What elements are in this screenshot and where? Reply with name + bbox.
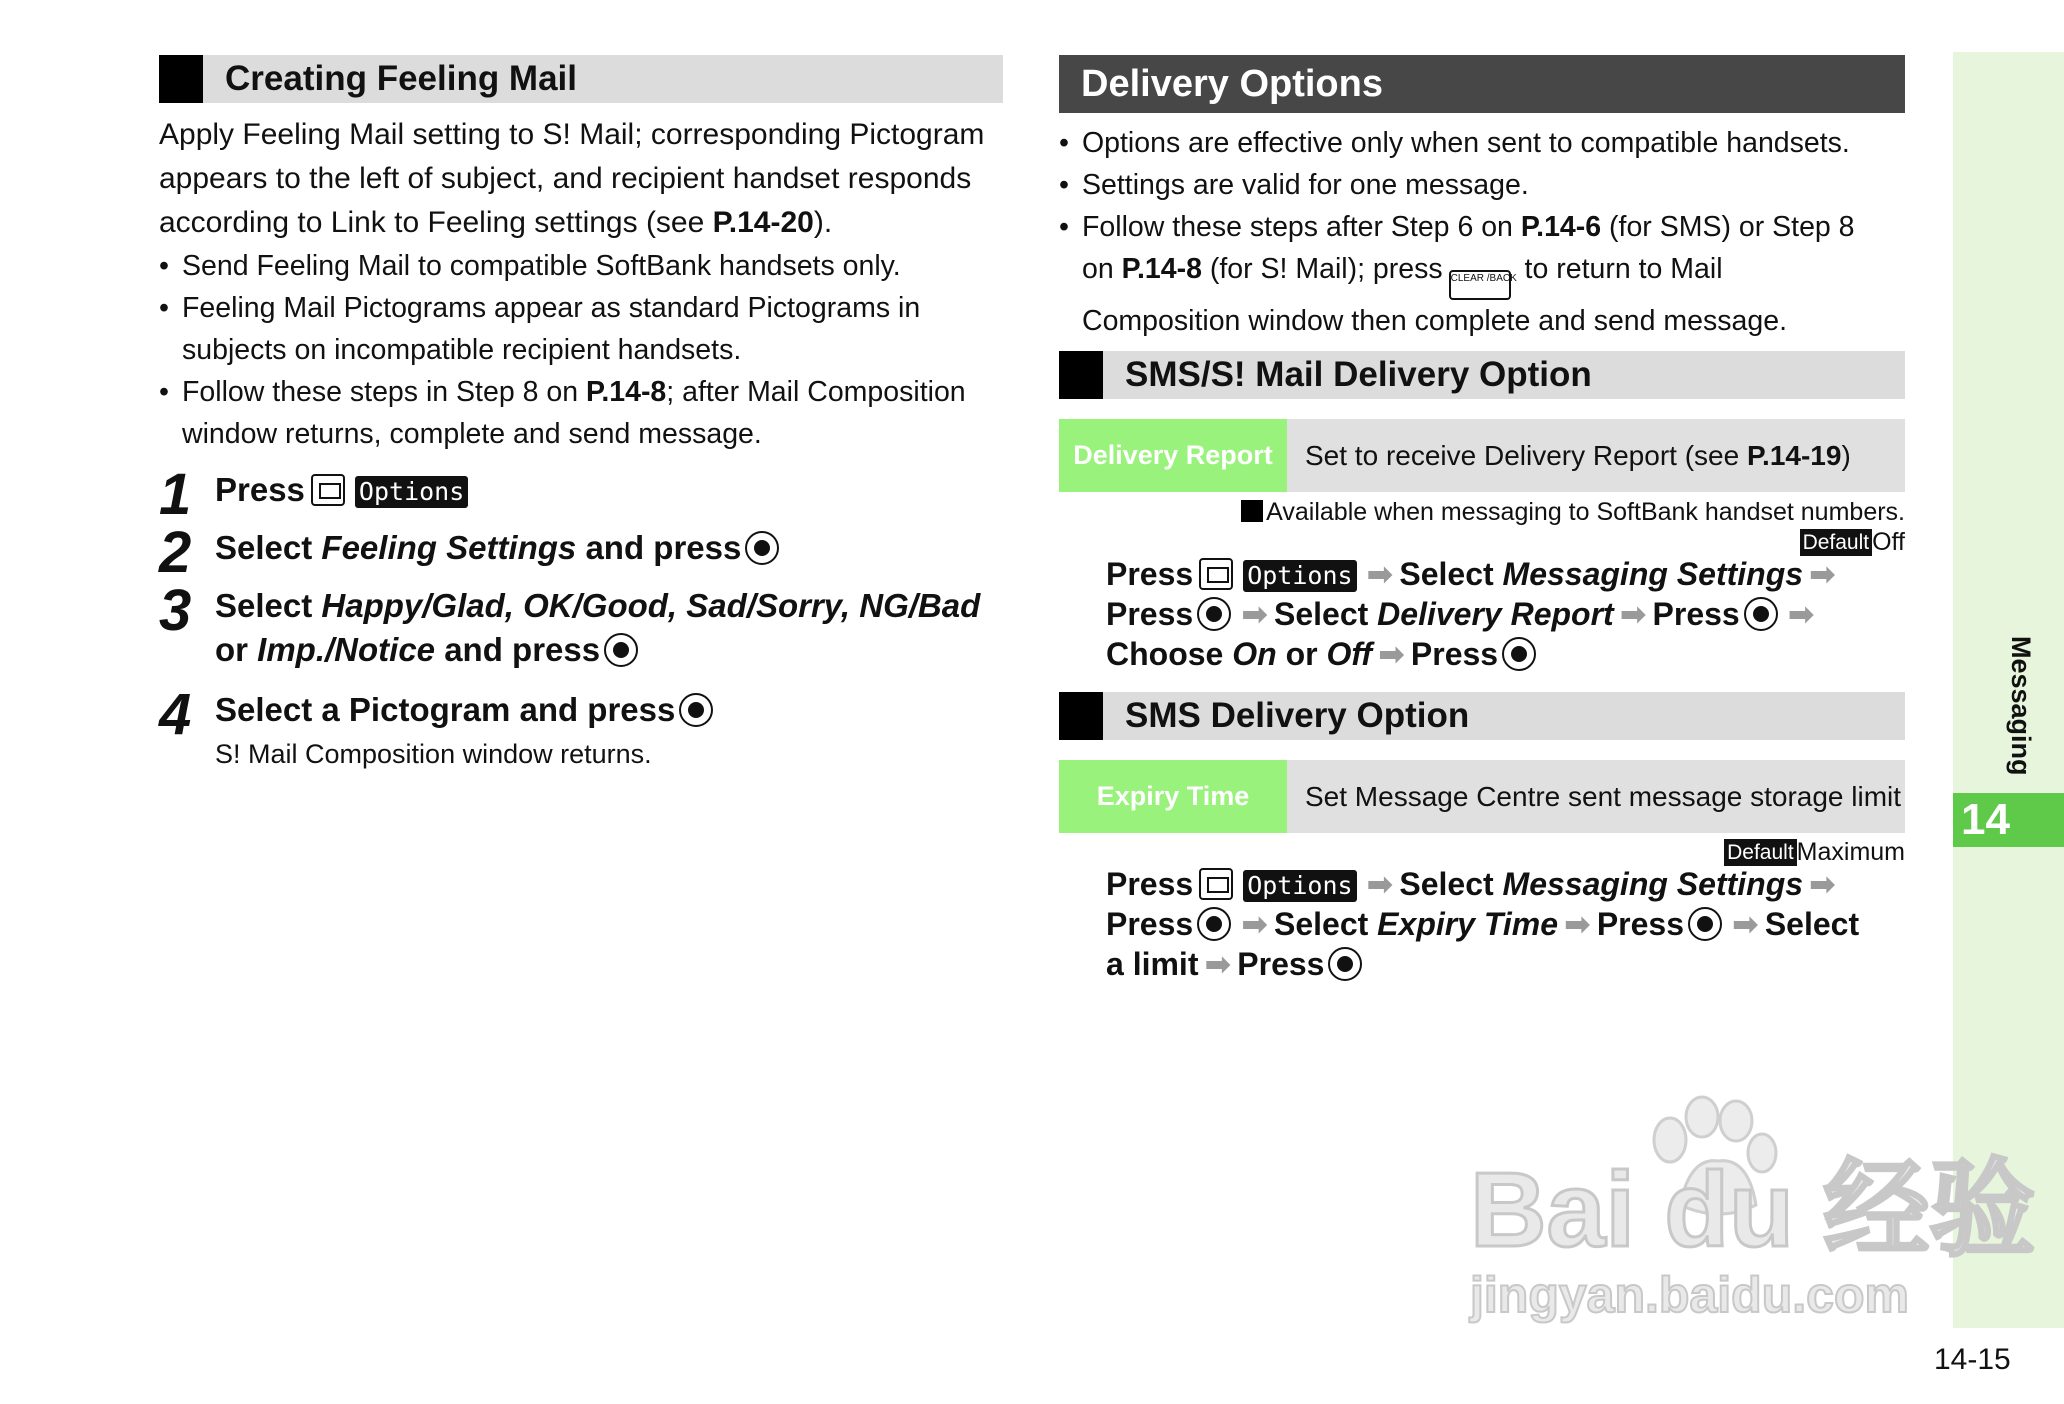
center-key-icon (1688, 907, 1722, 941)
instruction-line: Choose On or Off ➡ Press (1106, 634, 1540, 674)
bullet-dot: • (159, 376, 169, 408)
arrow-icon: ➡ (1787, 596, 1815, 632)
clear-back-key-icon: CLEAR /BACK (1449, 270, 1511, 300)
menu-item-names: Happy/Glad, OK/Good, Sad/Sorry, NG/Bad (321, 587, 981, 624)
page-reference-link[interactable]: P.14-8 (585, 376, 667, 408)
intro-text: ). (813, 206, 833, 239)
instruction-line: a limit ➡ Press (1106, 944, 1366, 984)
bullet-text: on P.14-8 (for S! Mail); press CLEAR /BACK to return to Mail (1059, 248, 1855, 300)
option-row-expiry-time (1059, 760, 1905, 833)
chapter-number: 14 (1953, 793, 2064, 847)
menu-item-name: Imp./Notice (257, 631, 436, 668)
section-title: Delivery Options (1081, 63, 1383, 105)
instruction-line: Press Options ➡ Select Messaging Settings ➡ (1106, 556, 1836, 592)
step-number: 1 (159, 462, 192, 527)
instruction-line: Press Options ➡ Select Messaging Settings ➡ (1106, 866, 1836, 902)
arrow-icon: ➡ (1809, 556, 1836, 592)
default-badge: Default (1800, 529, 1873, 556)
step-text: Select Happy/Glad, OK/Good, Sad/Sorry, NG/Bad (215, 587, 981, 624)
section-title: SMS Delivery Option (1125, 696, 1470, 735)
default-value-text: Maximum (1796, 838, 1905, 866)
bullet-item (159, 287, 920, 371)
center-key-icon (604, 633, 638, 667)
bullet-text: Follow these steps in Step 8 on P.14-8; after Mail Composition (182, 376, 966, 408)
mail-key-icon (311, 474, 345, 506)
arrow-icon: ➡ (1366, 866, 1394, 902)
bullet-item (1059, 164, 1529, 206)
menu-item-name: Feeling Settings (321, 529, 577, 566)
menu-item-name: Messaging Settings (1502, 556, 1804, 592)
bullet-text: Follow these steps after Step 6 on P.14-6 (for SMS) or Step 8 (1082, 211, 1855, 243)
page-reference-link[interactable]: P.14-20 (712, 206, 814, 239)
instruction-line: Press ➡ Select Expiry Time ➡ Press ➡ Select (1106, 906, 1860, 942)
step-number: 4 (159, 682, 192, 747)
step-text: Press Options (215, 468, 472, 512)
option-description: Set Message Centre sent message storage limit (1305, 781, 1902, 812)
center-key-icon (1197, 907, 1231, 941)
default-badge: Default (1724, 839, 1797, 866)
section-header-sms-smail-delivery-option (1059, 351, 1905, 399)
section-header-sms-delivery-option (1059, 692, 1905, 740)
center-key-icon (679, 693, 713, 727)
center-key-icon (745, 531, 779, 565)
bullet-text: subjects on incompatible recipient handsets. (182, 334, 742, 366)
step-number: 2 (159, 520, 192, 585)
arrow-icon: ➡ (1241, 596, 1268, 632)
intro-line-1: Apply Feeling Mail setting to S! Mail; corresponding Pictogram (159, 118, 985, 151)
bullet-dot: • (1059, 127, 1069, 159)
black-square-icon (159, 55, 203, 103)
page-reference-link[interactable]: P.14-6 (1520, 211, 1602, 243)
bullet-item (159, 245, 901, 287)
arrow-icon: ➡ (1732, 906, 1759, 942)
section-header-delivery-options (1059, 55, 1905, 113)
page-reference-link[interactable]: P.14-8 (1121, 253, 1202, 285)
bullet-dot: • (159, 250, 169, 282)
options-softkey-icon: Options (1243, 870, 1356, 902)
step-note: S! Mail Composition window returns. (215, 739, 652, 769)
mail-key-icon (1199, 868, 1233, 900)
arrow-icon: ➡ (1241, 906, 1268, 942)
bullet-item (1059, 122, 1850, 164)
section-header-creating-feeling-mail (159, 55, 1003, 103)
bullet-text: Send Feeling Mail to compatible SoftBank handsets only. (182, 250, 901, 282)
watermark-logo: Bai du 经验 (1470, 1151, 2036, 1269)
black-square-icon (1059, 351, 1103, 399)
bullet-item (159, 371, 966, 455)
step-number: 3 (159, 578, 192, 643)
menu-item-name: Messaging Settings (1502, 866, 1804, 902)
center-key-icon (1197, 597, 1231, 631)
bullet-text: Settings are valid for one message. (1082, 169, 1529, 201)
option-label: Delivery Report (1059, 419, 1287, 492)
step-text: Select a Pictogram and press (215, 688, 717, 732)
black-square-icon (1241, 500, 1263, 522)
bullet-dot: • (1059, 169, 1069, 201)
bullet-item (1059, 206, 1855, 342)
option-description: Set to receive Delivery Report (see P.14-19) (1305, 440, 1851, 471)
watermark-url: jingyan.baidu.com (1470, 1267, 1909, 1323)
bullet-text: Composition window then complete and send message. (1082, 305, 1787, 337)
default-value-text: Off (1872, 528, 1905, 556)
arrow-icon: ➡ (1204, 946, 1232, 982)
section-title: Creating Feeling Mail (225, 59, 577, 98)
options-softkey-icon: Options (1243, 560, 1356, 592)
page-reference-link[interactable]: P.14-19 (1746, 440, 1842, 471)
arrow-icon: ➡ (1809, 866, 1836, 902)
bullet-text: Feeling Mail Pictograms appear as standard Pictograms in (182, 292, 921, 324)
arrow-icon: ➡ (1564, 906, 1591, 942)
page-number: 14-15 (1934, 1343, 2011, 1376)
menu-item-name: Expiry Time (1377, 906, 1558, 942)
options-softkey-icon: Options (355, 476, 468, 508)
instruction-line: Press ➡ Select Delivery Report ➡ Press ➡ (1106, 596, 1815, 632)
step-text: Select Feeling Settings and press (215, 526, 783, 570)
bullet-dot: • (159, 292, 169, 324)
step-text: or Imp./Notice and press (215, 628, 642, 672)
intro-line-2: appears to the left of subject, and recipient handset responds (159, 162, 972, 195)
availability-note: Available when messaging to SoftBank handset numbers. (1241, 496, 1905, 528)
intro-line-3 (159, 201, 832, 245)
option-value: Off (1326, 636, 1373, 672)
option-row-delivery-report (1059, 419, 1905, 492)
center-key-icon (1328, 947, 1362, 981)
mail-key-icon (1199, 558, 1233, 590)
arrow-icon: ➡ (1366, 556, 1394, 592)
bullet-dot: • (1059, 211, 1069, 243)
center-key-icon (1502, 637, 1536, 671)
menu-item-name: Delivery Report (1377, 596, 1614, 632)
bullet-text: Options are effective only when sent to compatible handsets. (1082, 127, 1850, 159)
option-label: Expiry Time (1059, 760, 1287, 833)
center-key-icon (1744, 597, 1778, 631)
section-title: SMS/S! Mail Delivery Option (1125, 355, 1592, 394)
bullet-text: window returns, complete and send message. (182, 418, 762, 450)
option-value: On (1232, 636, 1277, 672)
chapter-tab-label: Messaging (2006, 636, 2036, 776)
intro-text: according to Link to Feeling settings (see (159, 206, 713, 239)
arrow-icon: ➡ (1378, 636, 1405, 672)
black-square-icon (1059, 692, 1103, 740)
arrow-icon: ➡ (1619, 596, 1647, 632)
